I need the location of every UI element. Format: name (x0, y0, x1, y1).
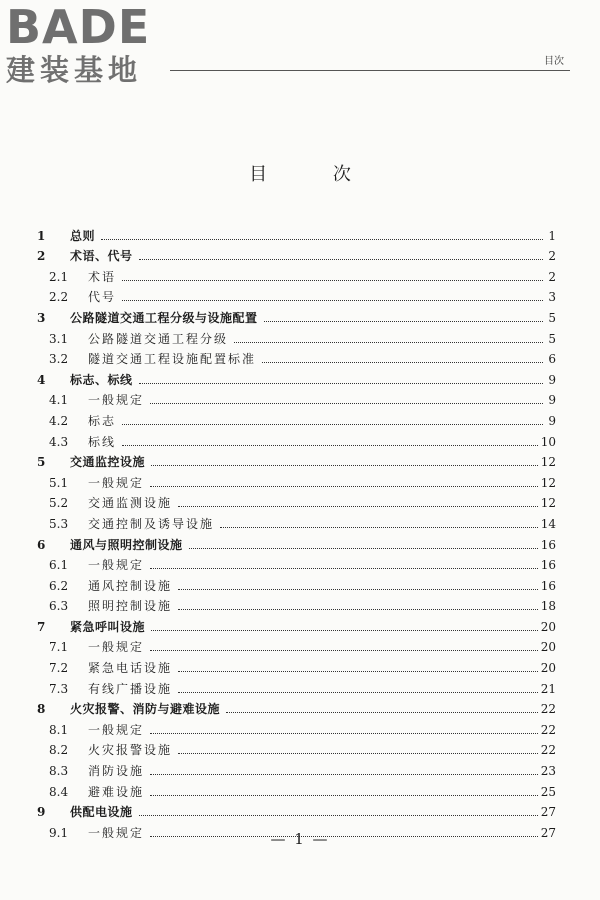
toc-entry-page: 12 (540, 475, 556, 490)
toc-entry-title: 紧急呼叫设施 (70, 619, 146, 634)
toc-entry-number: 6 (37, 537, 46, 552)
toc-entry[interactable] (37, 366, 556, 387)
toc-entry-number: 9 (37, 805, 46, 820)
toc-entry-page: 5 (548, 331, 556, 346)
toc-entry-number: 5.3 (49, 516, 69, 531)
toc-entry[interactable] (37, 263, 556, 284)
toc-entry-number: 4.3 (49, 434, 69, 449)
toc-entry[interactable] (37, 449, 556, 470)
toc-entry-page: 14 (540, 516, 556, 531)
header-divider (170, 70, 570, 71)
toc-entry-number: 2.2 (49, 290, 69, 305)
toc-entry[interactable] (37, 675, 556, 696)
toc-entry-title: 有线广播设施 (88, 681, 173, 696)
toc-dot-leader (178, 670, 538, 672)
toc-dot-leader (150, 732, 538, 734)
toc-entry-page: 5 (548, 310, 556, 325)
toc-entry-title: 消防设施 (88, 764, 145, 779)
toc-entry-title: 交通监控设施 (70, 455, 146, 470)
toc-entry-number: 8.3 (49, 764, 69, 779)
toc-entry-page: 2 (548, 249, 556, 264)
toc-entry-page: 3 (548, 290, 556, 305)
toc-dot-leader (226, 711, 538, 713)
toc-entry-page: 23 (540, 764, 556, 779)
toc-entry-page: 22 (540, 702, 556, 717)
toc-entry-number: 3.1 (49, 331, 69, 346)
toc-entry-page: 20 (540, 619, 556, 634)
toc-entry-title: 公路隧道交通工程分级 (88, 331, 229, 346)
toc-entry-title: 标志、标线 (70, 372, 133, 387)
toc-entry-title: 一般规定 (88, 393, 145, 408)
toc-entry-page: 16 (540, 578, 556, 593)
toc-entry-title: 公路隧道交通工程分级与设施配置 (70, 310, 258, 325)
toc-entry-number: 2.1 (49, 269, 69, 284)
toc-entry[interactable] (37, 428, 556, 449)
toc-entry-page: 20 (540, 640, 556, 655)
toc-entry-title: 一般规定 (88, 722, 145, 737)
toc-dot-leader (139, 258, 543, 260)
toc-entry-title: 一般规定 (88, 475, 145, 490)
toc-entry-page: 2 (548, 269, 556, 284)
toc-dot-leader (150, 567, 538, 569)
toc-entry[interactable] (37, 613, 556, 634)
toc-entry-title: 隧道交通工程设施配置标准 (88, 352, 257, 367)
toc-dot-leader (122, 423, 543, 425)
toc-dot-leader (178, 505, 538, 507)
toc-dot-leader (139, 382, 543, 384)
toc-dot-leader (151, 629, 538, 631)
toc-entry[interactable] (37, 757, 556, 778)
toc-entry-title: 总则 (70, 228, 96, 243)
toc-entry-page: 22 (540, 743, 556, 758)
toc-entry[interactable] (37, 572, 556, 593)
page-title: 目 次 (249, 164, 381, 185)
toc-entry[interactable] (37, 778, 556, 799)
toc-entry-page: 12 (540, 455, 556, 470)
toc-entry[interactable] (37, 325, 556, 346)
toc-entry-page: 25 (540, 784, 556, 799)
toc-entry[interactable] (37, 799, 556, 820)
table-of-contents (37, 222, 556, 840)
toc-entry[interactable] (37, 469, 556, 490)
toc-entry-number: 6.1 (49, 558, 69, 573)
toc-dot-leader (150, 649, 538, 651)
toc-entry-page: 16 (540, 537, 556, 552)
toc-entry-title: 一般规定 (88, 640, 145, 655)
toc-entry-number: 1 (37, 228, 46, 243)
toc-entry[interactable] (37, 654, 556, 675)
toc-entry-title: 通风与照明控制设施 (70, 537, 183, 552)
toc-entry[interactable] (37, 716, 556, 737)
toc-entry-title: 一般规定 (88, 558, 145, 573)
toc-entry[interactable] (37, 243, 556, 264)
toc-dot-leader (150, 773, 538, 775)
toc-dot-leader (150, 402, 543, 404)
toc-entry-title: 供配电设施 (70, 805, 133, 820)
toc-entry-page: 22 (540, 722, 556, 737)
logo-subtitle: 建装基地 (6, 53, 143, 87)
toc-entry-number: 7.2 (49, 661, 69, 676)
toc-dot-leader (101, 238, 543, 240)
toc-entry-page: 12 (540, 496, 556, 511)
running-header-label: 目次 (544, 56, 564, 67)
toc-entry[interactable] (37, 222, 556, 243)
toc-dot-leader (178, 752, 538, 754)
toc-dot-leader (264, 320, 543, 322)
toc-entry-page: 1 (548, 228, 556, 243)
toc-entry-title: 术语 (88, 269, 117, 284)
toc-entry[interactable] (37, 510, 556, 531)
toc-entry-title: 通风控制设施 (88, 578, 173, 593)
toc-entry-title: 术语、代号 (70, 249, 133, 264)
toc-dot-leader (151, 464, 538, 466)
toc-entry-page: 20 (540, 661, 556, 676)
toc-dot-leader (234, 341, 543, 343)
toc-dot-leader (122, 279, 543, 281)
logo-brand-text: BADE (6, 0, 151, 54)
toc-entry-number: 2 (37, 249, 46, 264)
toc-entry[interactable] (37, 284, 556, 305)
toc-entry[interactable] (37, 552, 556, 573)
toc-entry-number: 5 (37, 455, 46, 470)
toc-dot-leader (150, 485, 538, 487)
toc-entry-page: 10 (540, 434, 556, 449)
toc-entry-number: 8.2 (49, 743, 69, 758)
toc-entry-number: 9.1 (49, 825, 69, 840)
toc-dot-leader (178, 588, 538, 590)
toc-dot-leader (189, 547, 538, 549)
toc-entry-title: 一般规定 (88, 825, 145, 840)
toc-entry-number: 4 (37, 372, 46, 387)
toc-entry-title: 照明控制设施 (88, 599, 173, 614)
toc-entry[interactable] (37, 304, 556, 325)
toc-entry[interactable] (37, 634, 556, 655)
toc-dot-leader (139, 814, 538, 816)
toc-entry-number: 6.2 (49, 578, 69, 593)
toc-entry-title: 交通控制及诱导设施 (88, 516, 215, 531)
toc-dot-leader (178, 691, 538, 693)
toc-entry-title: 避难设施 (88, 784, 145, 799)
toc-entry-number: 4.1 (49, 393, 69, 408)
toc-entry-title: 标线 (88, 434, 117, 449)
toc-entry-page: 27 (540, 825, 556, 840)
toc-dot-leader (220, 526, 538, 528)
toc-entry-page: 18 (540, 599, 556, 614)
toc-entry[interactable] (37, 490, 556, 511)
toc-entry-number: 5.2 (49, 496, 69, 511)
toc-entry-number: 3 (37, 310, 46, 325)
brand-logo (6, 0, 151, 87)
toc-entry-title: 紧急电话设施 (88, 661, 173, 676)
toc-entry-page: 9 (548, 393, 556, 408)
toc-entry-page: 27 (540, 805, 556, 820)
toc-entry-number: 7 (37, 619, 46, 634)
toc-entry-number: 4.2 (49, 413, 69, 428)
toc-dot-leader (122, 444, 538, 446)
toc-entry-title: 火灾报警设施 (88, 743, 173, 758)
toc-entry-title: 交通监测设施 (88, 496, 173, 511)
toc-entry-title: 标志 (88, 413, 117, 428)
toc-entry[interactable] (37, 346, 556, 367)
toc-entry-title: 火灾报警、消防与避难设施 (70, 702, 221, 717)
toc-entry-number: 3.2 (49, 352, 69, 367)
page-number: — 1 — (270, 830, 330, 848)
toc-entry-number: 8.4 (49, 784, 69, 799)
toc-entry[interactable] (37, 737, 556, 758)
toc-entry-title: 代号 (88, 290, 117, 305)
toc-entry-page: 6 (548, 352, 556, 367)
toc-entry-page: 16 (540, 558, 556, 573)
toc-dot-leader (150, 794, 538, 796)
toc-entry-number: 6.3 (49, 599, 69, 614)
toc-entry-number: 7.3 (49, 681, 69, 696)
toc-entry-page: 21 (540, 681, 556, 696)
toc-entry-number: 5.1 (49, 475, 69, 490)
toc-entry-number: 8 (37, 702, 46, 717)
toc-entry[interactable] (37, 696, 556, 717)
toc-entry-page: 9 (548, 413, 556, 428)
toc-entry[interactable] (37, 531, 556, 552)
toc-entry-number: 7.1 (49, 640, 69, 655)
toc-entry-page: 9 (548, 372, 556, 387)
toc-dot-leader (262, 361, 543, 363)
toc-dot-leader (178, 608, 538, 610)
toc-entry[interactable] (37, 593, 556, 614)
toc-dot-leader (122, 299, 543, 301)
toc-entry-number: 8.1 (49, 722, 69, 737)
toc-entry[interactable] (37, 407, 556, 428)
toc-entry[interactable] (37, 387, 556, 408)
